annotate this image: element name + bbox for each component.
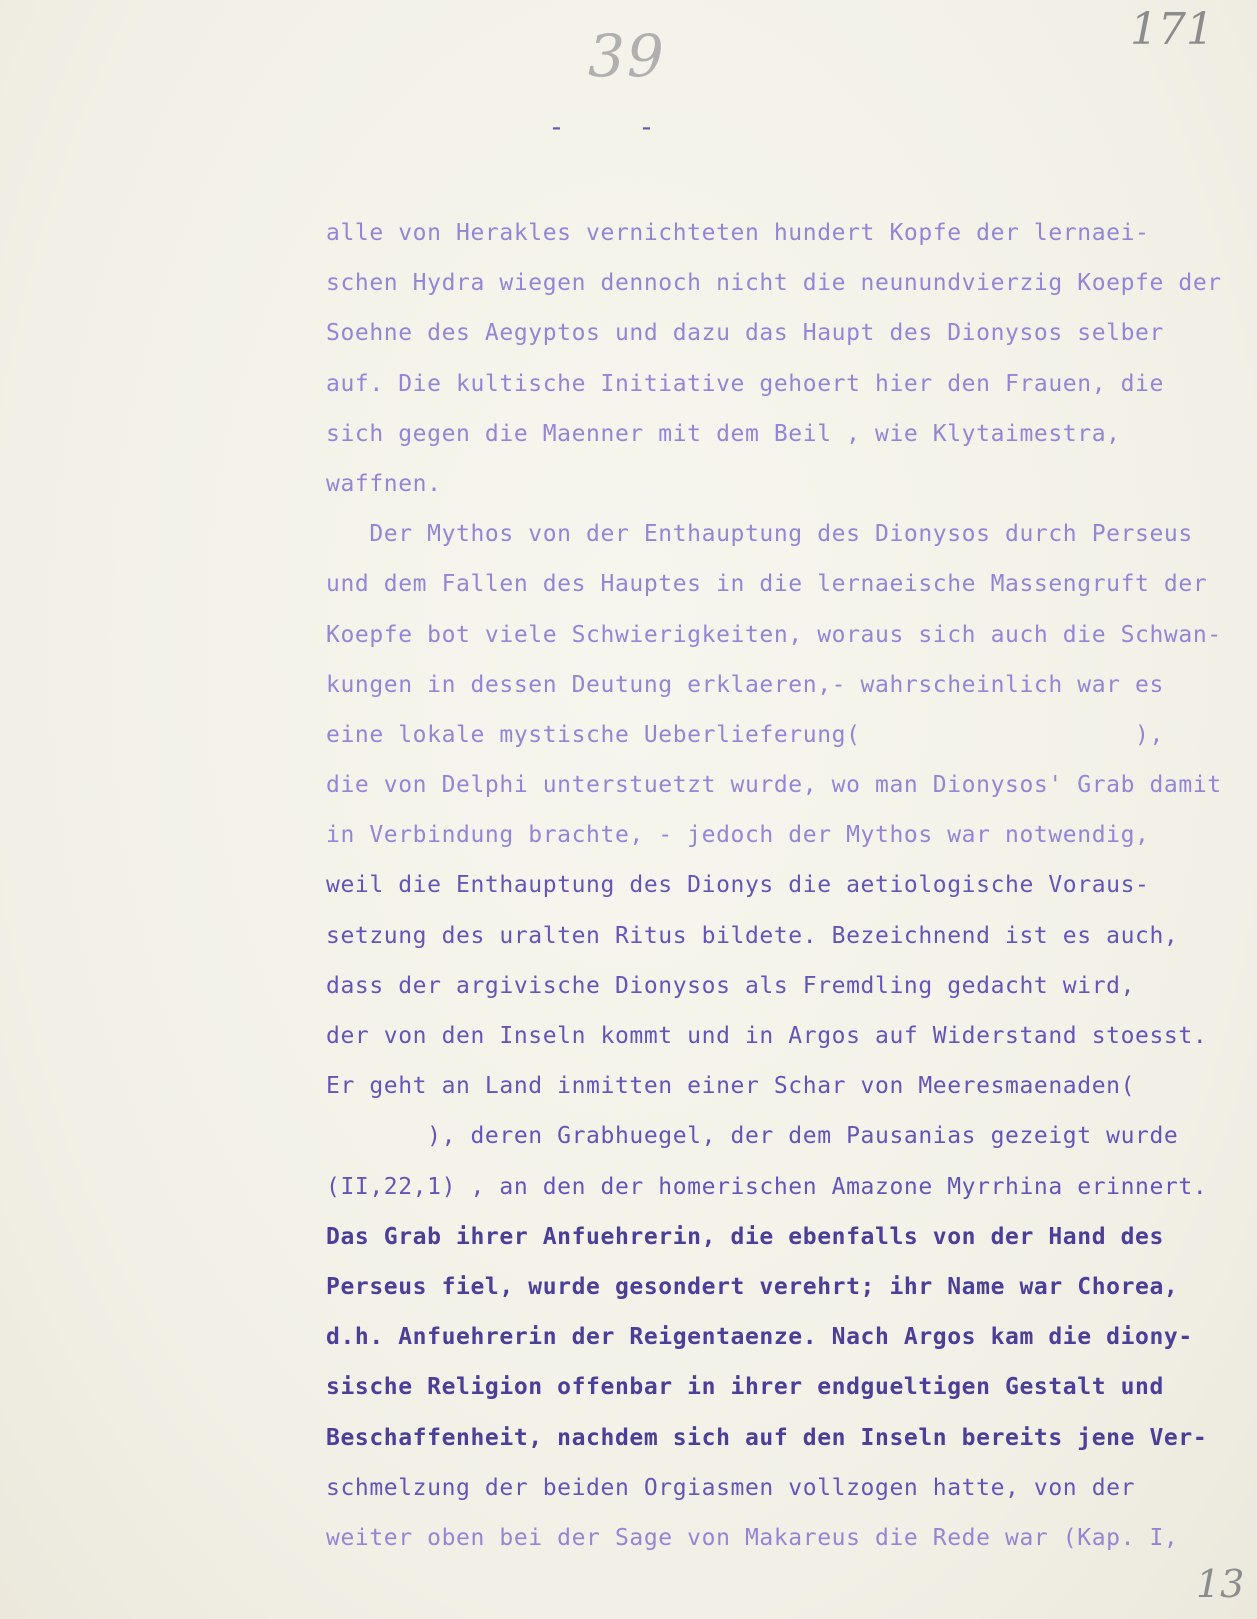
text-line: schen Hydra wiegen dennoch nicht die neunundvierzig Koepfe der: [326, 270, 1222, 297]
text-line: eine lokale mystische Ueberlieferung( ),: [326, 721, 1164, 748]
text-line: Koepfe bot viele Schwierigkeiten, woraus sich auch die Schwan-: [326, 621, 1222, 648]
text-line: dass der argivische Dionysos als Fremdling gedacht wird,: [326, 972, 1136, 999]
text-line: Der Mythos von der Enthauptung des Dionysos durch Perseus: [326, 521, 1193, 548]
text-line: d.h. Anfuehrerin der Reigentaenze. Nach Argos kam die diony-: [326, 1324, 1193, 1351]
text-line: weiter oben bei der Sage von Makareus die Rede war (Kap. I,: [326, 1524, 1179, 1551]
text-line: kungen in dessen Deutung erklaeren,- wahrscheinlich war es: [326, 671, 1164, 698]
header-dash-left: -: [548, 110, 565, 143]
text-line: auf. Die kultische Initiative gehoert hier den Frauen, die: [326, 370, 1164, 397]
typed-body-text: [326, 208, 1236, 1563]
text-line: in Verbindung brachte, - jedoch der Mythos war notwendig,: [326, 822, 1150, 849]
text-line: weil die Enthauptung des Dionys die aetiologische Voraus-: [326, 872, 1150, 899]
text-line: Das Grab ihrer Anfuehrerin, die ebenfalls von der Hand des: [326, 1223, 1164, 1250]
text-line: sich gegen die Maenner mit dem Beil , wie Klytaimestra,: [326, 420, 1121, 447]
text-line: Soehne des Aegyptos und dazu das Haupt des Dionysos selber: [326, 320, 1164, 347]
bottom-page-number: 13: [1196, 1562, 1245, 1606]
pencil-page-number: 39: [588, 22, 666, 90]
text-line: (II,22,1) , an den der homerischen Amazone Myrrhina erinnert.: [326, 1173, 1208, 1200]
text-line: setzung des uralten Ritus bildete. Bezeichnend ist es auch,: [326, 922, 1179, 949]
text-line: schmelzung der beiden Orgiasmen vollzogen hatte, von der: [326, 1474, 1136, 1501]
text-line: Er geht an Land inmitten einer Schar von Meeresmaenaden(: [326, 1073, 1136, 1100]
text-line: waffnen.: [326, 470, 442, 497]
text-line: alle von Herakles vernichteten hundert Kopfe der lernaei-: [326, 220, 1150, 246]
header-dashes: [548, 110, 728, 143]
folio-number: 171: [1130, 4, 1214, 55]
text-line: sische Religion offenbar in ihrer endgueltigen Gestalt und: [326, 1374, 1164, 1401]
text-line: der von den Inseln kommt und in Argos auf Widerstand stoesst.: [326, 1023, 1208, 1049]
text-line: und dem Fallen des Hauptes in die lernaeische Massengruft der: [326, 571, 1208, 598]
text-line: die von Delphi unterstuetzt wurde, wo man Dionysos' Grab damit: [326, 772, 1222, 799]
header-dash-right: -: [638, 110, 655, 143]
text-line: Beschaffenheit, nachdem sich auf den Inseln bereits jene Ver-: [326, 1424, 1208, 1451]
text-line: Perseus fiel, wurde gesondert verehrt; ihr Name war Chorea,: [326, 1273, 1179, 1300]
text-line: ), deren Grabhuegel, der dem Pausanias gezeigt wurde: [326, 1123, 1179, 1150]
